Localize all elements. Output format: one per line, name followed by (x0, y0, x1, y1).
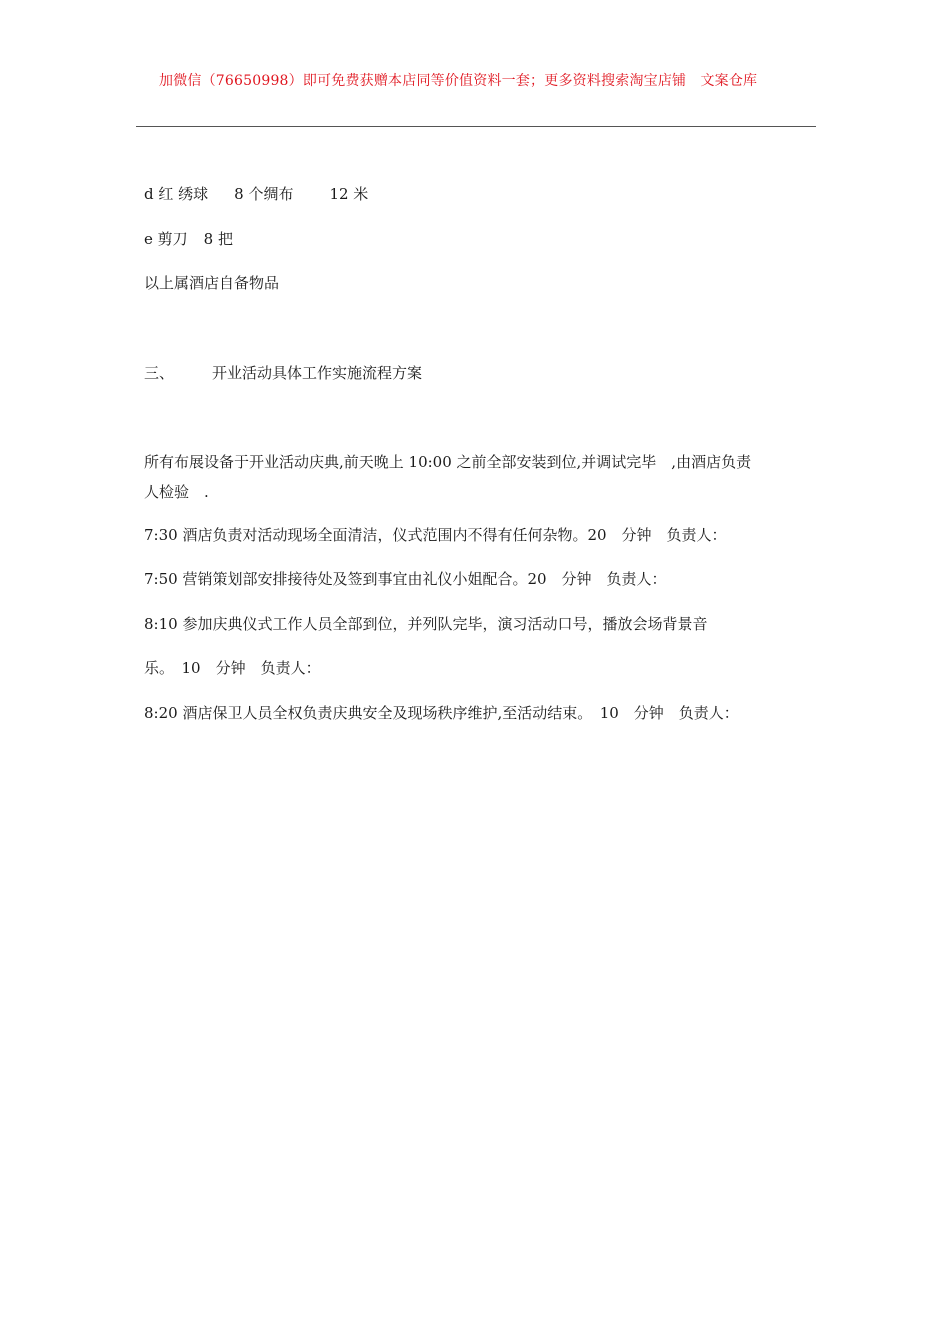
item-e-label: e 剪刀 (144, 230, 188, 248)
section-heading (144, 363, 422, 383)
item-d-qty: 8 个绸布 (234, 185, 294, 203)
item-d-line (144, 184, 368, 204)
header-divider (136, 126, 816, 127)
header-promo-note: 加微信（76650998）即可免费获赠本店同等价值资料一套；更多资料搜索淘宝店铺 文案仓库 (159, 73, 758, 89)
item-d-length: 12 米 (329, 185, 369, 203)
item-e-line (144, 229, 233, 249)
schedule-item-0750: 7:50 营销策划部安排接待处及签到事宜由礼仪小姐配合。20 分钟 负责人： (144, 570, 667, 588)
intro-line-1: 所有布展设备于开业活动庆典,前天晚上 10:00 之前全部安装到位,并调试完毕 ,由酒店负责 (144, 453, 752, 471)
schedule-item-0730: 7:30 酒店负责对活动现场全面清洁，仪式范围内不得有任何杂物。20 分钟 负责人： (144, 526, 727, 544)
schedule-item-0820: 8:20 酒店保卫人员全权负责庆典安全及现场秩序维护,至活动结束。 10 分钟 负责人： (144, 704, 739, 722)
intro-line-2: 人检验 . (144, 483, 209, 501)
items-note: 以上属酒店自备物品 (144, 274, 280, 292)
item-d-label: d 红 绣球 (144, 185, 209, 203)
item-e-qty: 8 把 (203, 230, 233, 248)
section-title: 开业活动具体工作实施流程方案 (212, 364, 423, 382)
section-number: 三、 (144, 364, 175, 382)
schedule-item-0810-cont: 乐。 10 分钟 负责人： (144, 659, 321, 677)
schedule-item-0810: 8:10 参加庆典仪式工作人员全部到位，并列队完毕，演习活动口号，播放会场背景音 (144, 615, 708, 633)
